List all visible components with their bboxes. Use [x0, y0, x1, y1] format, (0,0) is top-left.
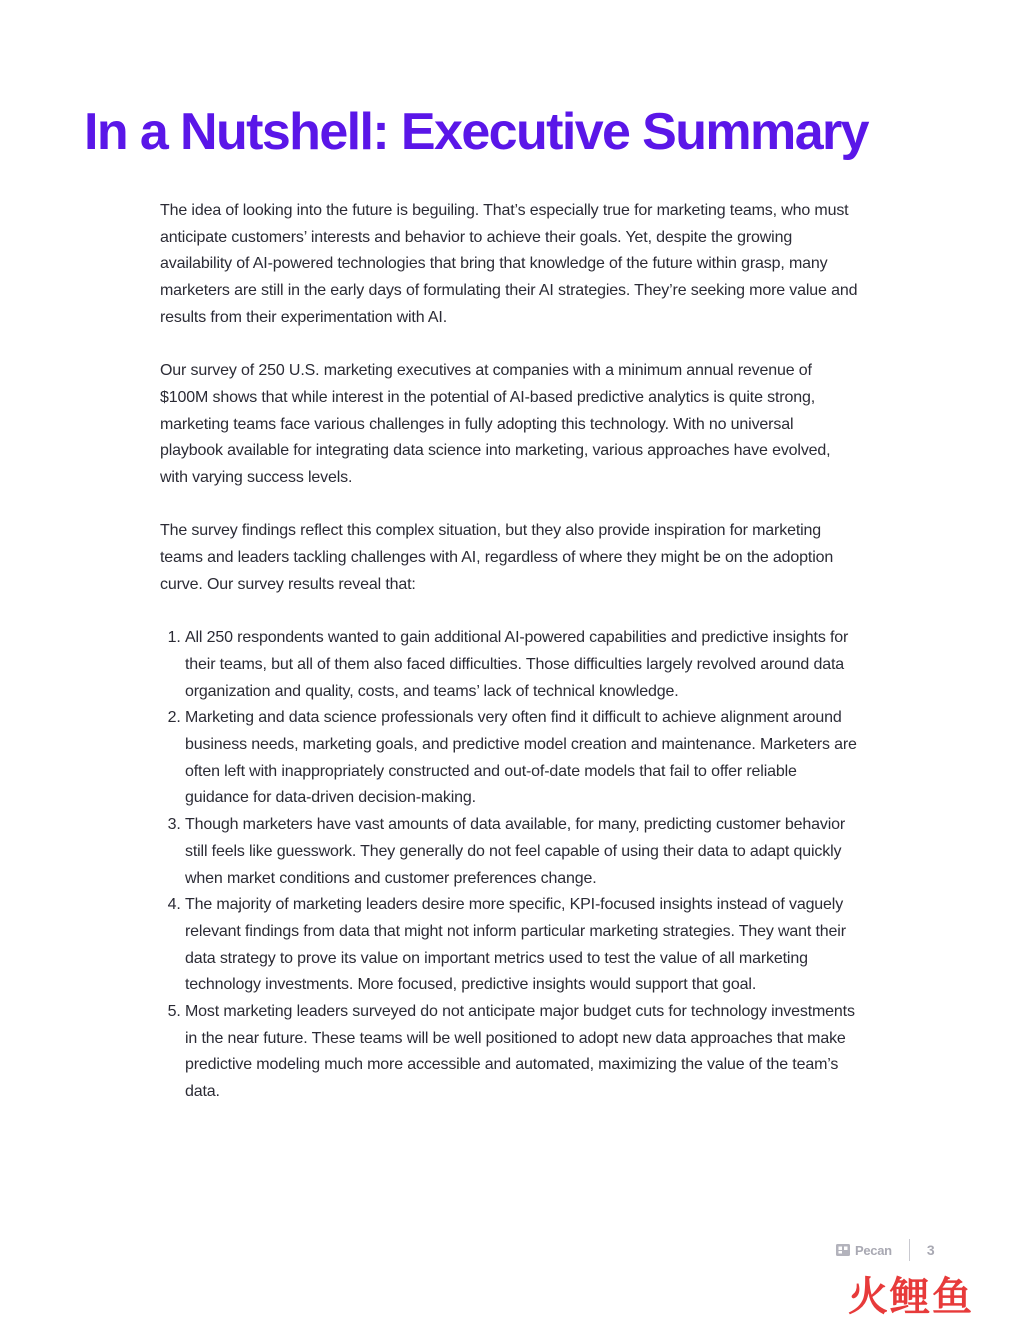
list-item: 5. Most marketing leaders surveyed do not anticipate major budget cuts for technology investments in the near future. These teams will be well positioned to adopt new data approaches that make predictive modeling much more accessible and automated, maximizing the value of the team’s data. — [185, 999, 860, 1106]
footer-divider — [909, 1239, 910, 1261]
footer-logo-text: Pecan — [855, 1242, 892, 1258]
page-number: 3 — [926, 1242, 935, 1258]
page-footer — [836, 1238, 935, 1262]
findings-list — [160, 625, 860, 1106]
list-item: 1. All 250 respondents wanted to gain additional AI-powered capabilities and predictive insights for their teams, but all of them also faced difficulties. Those difficulties largely revolved around data organization and quality, costs, and teams’ lack of technical knowledge. — [185, 625, 860, 705]
watermark-logo: 火鲤鱼 — [848, 1274, 974, 1320]
intro-paragraph: The idea of looking into the future is beguiling. That’s especially true for marketing teams, who must anticipate customers’ interests and behavior to achieve their goals. Yet, despite the growing availability of AI-powered technologies that bring that knowledge of the future within grasp, many marketers are still in the early days of formulating their AI strategies. They’re seeking more value and results from their experimentation with AI. — [160, 202, 858, 326]
list-item: 2. Marketing and data science professionals very often find it difficult to achieve alignment around business needs, marketing goals, and predictive model creation and maintenance. Marketers are often left with inappropriately constructed and out-of-date models that fail to offer reliable guidance for data-driven decision-making. — [185, 705, 860, 812]
body-content — [160, 198, 860, 1106]
page-title: In a Nutshell: Executive Summary — [84, 103, 868, 161]
findings-intro-paragraph: The survey findings reflect this complex situation, but they also provide inspiration for marketing teams and leaders tackling challenges with AI, regardless of where they might be on the adoption curve. Our survey results reveal that: — [160, 522, 834, 593]
list-item: 4. The majority of marketing leaders desire more specific, KPI-focused insights instead of vaguely relevant findings from data that might not inform particular marketing strategies. They want their data strategy to prove its value on important metrics used to test the value of all marketing technology investments. More focused, predictive insights would support that goal. — [185, 892, 860, 999]
list-item: 3. Though marketers have vast amounts of data available, for many, predicting customer behavior still feels like guesswork. They generally do not feel capable of using their data to adapt quickly when market conditions and customer preferences change. — [185, 812, 860, 892]
pecan-logo-icon — [836, 1244, 850, 1256]
survey-paragraph: Our survey of 250 U.S. marketing executives at companies with a minimum annual revenue of $100M shows that while interest in the potential of AI-based predictive analytics is quite strong, marketing teams face various challenges in fully adopting this technology. With no universal playbook available for integrating data science into marketing, various approaches have evolved, with varying success levels. — [160, 362, 831, 487]
